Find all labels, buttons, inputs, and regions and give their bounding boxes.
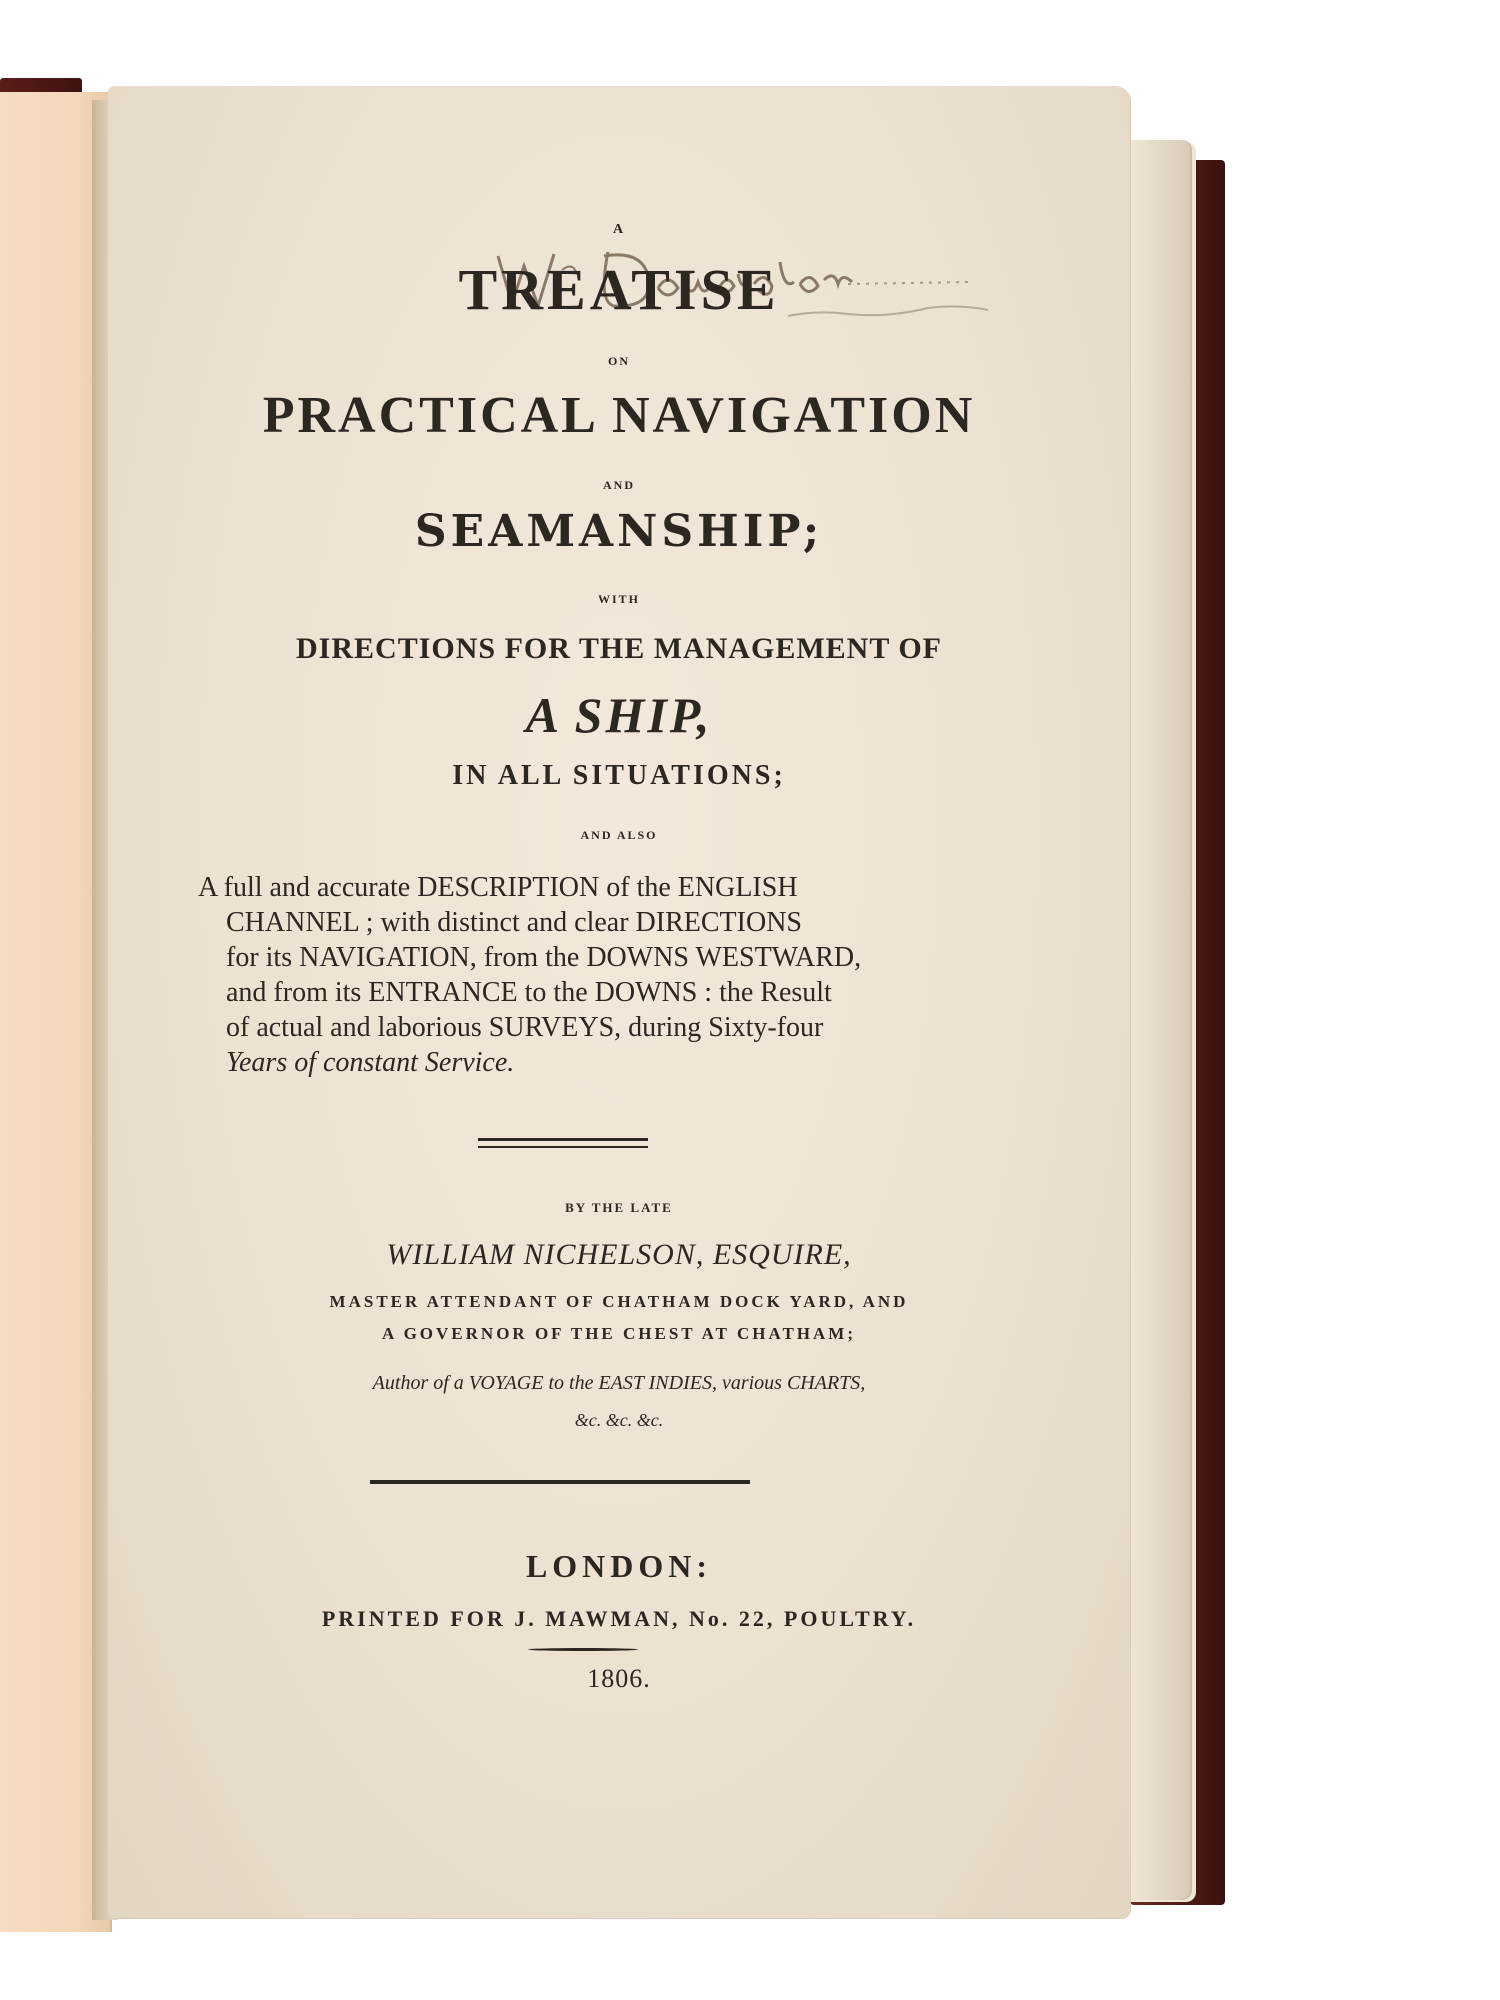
title-article: A [612, 222, 626, 237]
divider-rule-long [370, 1480, 750, 1484]
imprint-printer: PRINTED FOR J. MAWMAN, No. 22, POULTRY. [321, 1606, 917, 1631]
title-main: TREATISE [458, 257, 780, 322]
title-and: AND [603, 478, 635, 492]
description-line: Years of constant Service. [226, 1047, 515, 1078]
swell-rule [528, 1648, 638, 1651]
title-directions: DIRECTIONS FOR THE MANAGEMENT OF [296, 632, 942, 665]
divider-rule [478, 1138, 648, 1141]
imprint-year: 1806. [587, 1664, 651, 1693]
title-on: ON [608, 354, 630, 368]
title-with: WITH [597, 592, 640, 606]
author-works: Author of a VOYAGE to the EAST INDIES, various CHARTS, [372, 1372, 866, 1394]
author-name: WILLIAM NICHELSON, ESQUIRE, [386, 1238, 852, 1271]
description-line: of actual and laborious SURVEYS, during Sixty-four [226, 1012, 824, 1043]
title-situations: IN ALL SITUATIONS; [452, 760, 786, 791]
title-subject: PRACTICAL NAVIGATION [262, 387, 976, 444]
etc-line: &c. &c. &c. [574, 1410, 664, 1430]
description-line: for its NAVIGATION, from the DOWNS WESTWARD, [226, 942, 862, 973]
imprint-city: LONDON: [525, 1548, 713, 1584]
title-ship: A SHIP, [525, 687, 713, 743]
description-line: A full and accurate DESCRIPTION of the ENGLISH [198, 872, 798, 903]
title-page [108, 86, 1130, 1918]
title-and-also: AND ALSO [580, 828, 658, 842]
description-block [198, 870, 998, 1080]
author-office-line-1: MASTER ATTENDANT OF CHATHAM DOCK YARD, AND [329, 1292, 909, 1311]
by-the-late: BY THE LATE [565, 1200, 673, 1215]
description-line: and from its ENTRANCE to the DOWNS : the Result [226, 977, 832, 1008]
author-office-line-2: A GOVERNOR OF THE CHEST AT CHATHAM; [381, 1324, 857, 1343]
divider-rule [478, 1146, 648, 1148]
title-subject2: SEAMANSHIP; [414, 506, 824, 557]
description-line: CHANNEL ; with distinct and clear DIRECTIONS [226, 907, 802, 938]
